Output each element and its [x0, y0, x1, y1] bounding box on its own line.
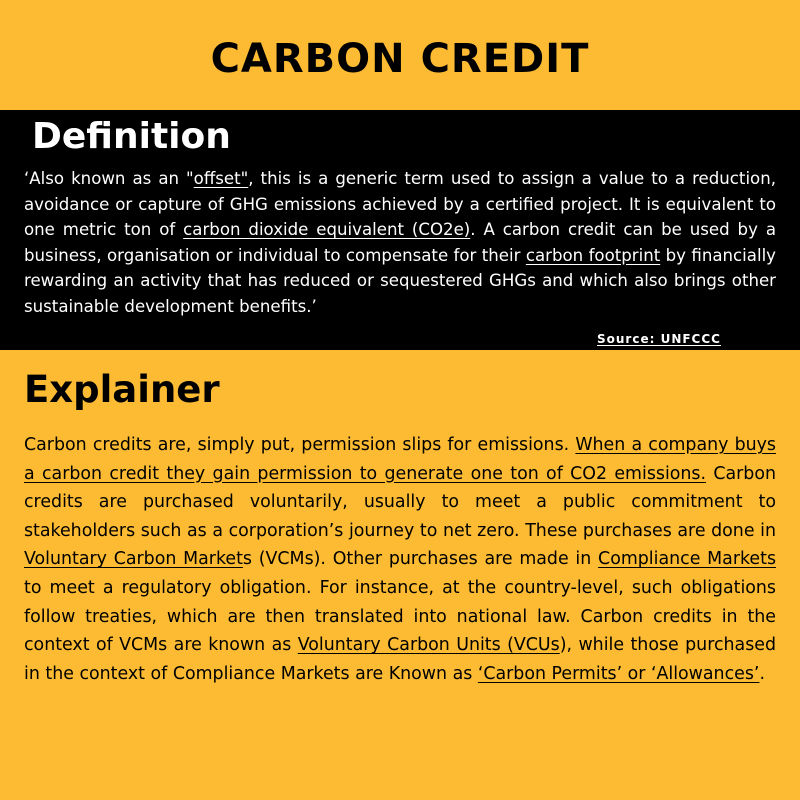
explainer-text [24, 431, 776, 688]
offset-link[interactable]: offset" [193, 169, 249, 188]
source-link[interactable]: Source: UNFCCC [597, 332, 721, 346]
explainer-heading: Explainer [24, 368, 220, 411]
definition-text-part: by financially rewarding an activity that has reduced or sequestered GHGs and which also brings other sustainable development benefits.’ [24, 245, 777, 316]
definition-text-part: ‘Also known as an " [24, 169, 194, 188]
co2e-link[interactable]: carbon dioxide equivalent (CO2e) [183, 220, 471, 239]
voluntary-carbon-market-link[interactable]: Voluntary Carbon Market [24, 549, 243, 570]
explainer-text-part: to meet a regulatory obligation. For instance, at the country-level, such obligations follow treaties, which are then translated into national law. Carbon credits in the context of VCMs are known as [24, 577, 776, 656]
compliance-markets-link[interactable]: Compliance Markets [598, 549, 777, 570]
definition-panel [0, 110, 800, 350]
definition-heading: Definition [32, 116, 231, 157]
definition-text-part: . A carbon credit can be used by a business, organisation or individual to compensate for their [24, 220, 776, 265]
explainer-text-part: s (VCMs). Other purchases are made in [242, 549, 599, 570]
page-title: CARBON CREDIT [210, 36, 590, 82]
carbon-footprint-link[interactable]: carbon footprint [525, 245, 661, 265]
permission-link[interactable]: When a company buys a carbon credit they gain permission to generate one ton of CO2 emissions. [24, 435, 776, 484]
explainer-text-part: ), while those purchased in the context of Compliance Markets are Known as [24, 635, 776, 684]
definition-text [24, 166, 776, 319]
explainer-text-part: . [759, 663, 765, 684]
carbon-permits-link[interactable]: ‘Carbon Permits’ or ‘Allowances’ [477, 663, 760, 684]
definition-text-part: , this is a generic term used to assign a value to a reduction, avoidance or capture of GHG emissions achieved by a certified project. It is equivalent to one metric ton of [24, 169, 776, 239]
explainer-text-part: Carbon credits are, simply put, permission slips for emissions. [24, 435, 576, 455]
explainer-text-part: Carbon credits are purchased voluntarily, usually to meet a public commitment to stakeholders such as a corporation’s journey to net zero. These purchases are done in [24, 463, 776, 541]
vcu-link[interactable]: Voluntary Carbon Units (VCUs [297, 635, 560, 656]
